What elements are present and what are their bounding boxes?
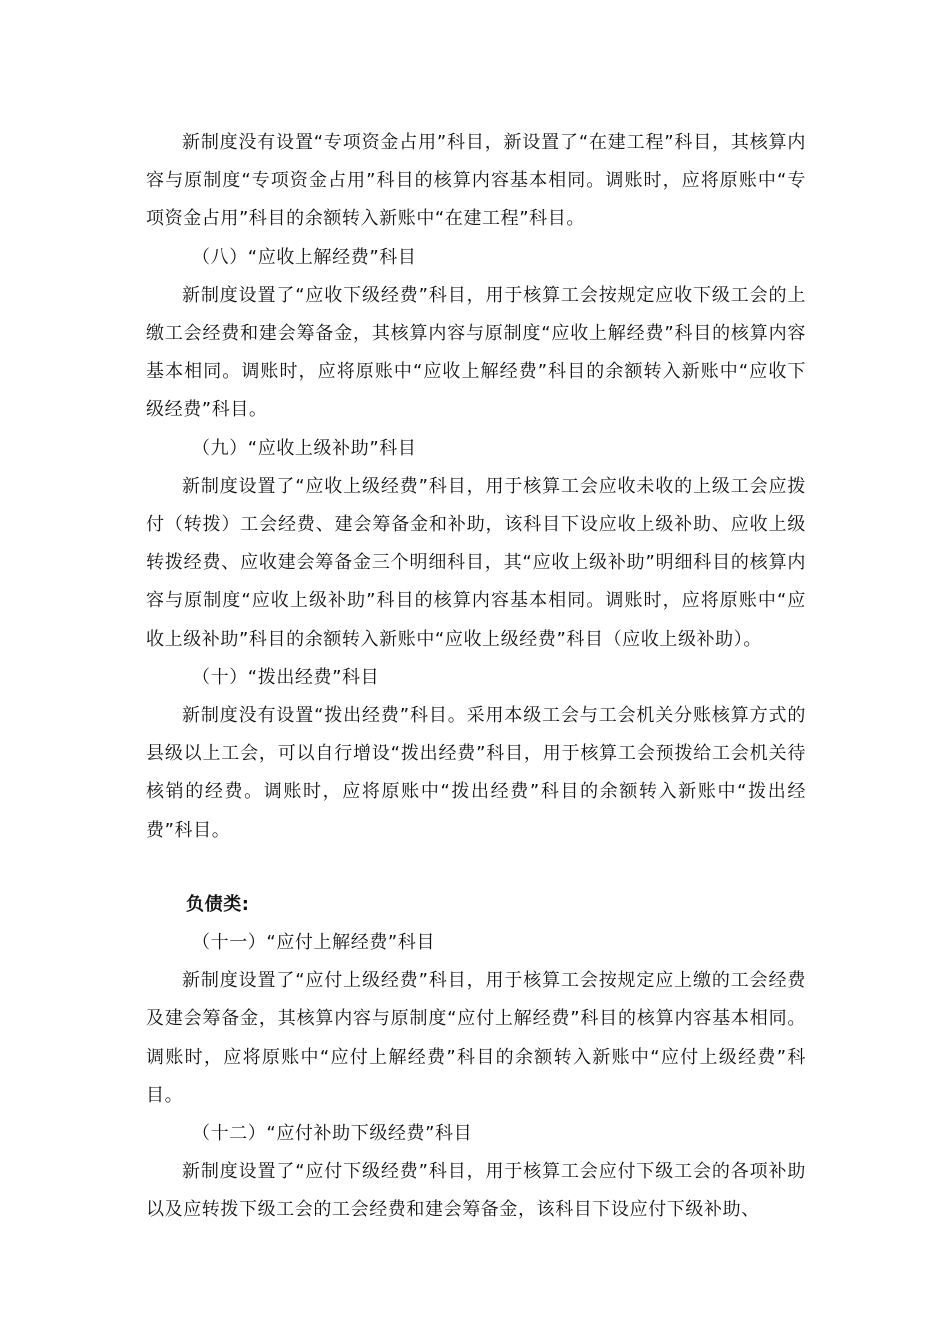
heading-item-8: （八）“应收上解经费”科目 bbox=[192, 246, 417, 268]
paragraph-item-9: 新制度设置了“应收上级经费”科目，用于核算工会应收未收的上级工会应拨付（转拨）工会经费、建会筹备金和补助，该科目下设应收上级补助、应收上级转拨经费、应收建会筹备金三个明细科目，其“应收上级补助”明细科目的核算内容与原制度“应收上级补助”科目的核算内容基本相同。调账时，应将原账中“应收上级补助”科目的余额转入新账中“应收上级经费”科目（应收上级补助）。 bbox=[146, 475, 806, 650]
heading-item-9: （九）“应收上级补助”科目 bbox=[192, 437, 417, 459]
document-body bbox=[146, 124, 806, 1230]
paragraph-item-8: 新制度设置了“应收下级经费”科目，用于核算工会按规定应收下级工会的上缴工会经费和建会筹备金，其核算内容与原制度“应收上解经费”科目的核算内容基本相同。调账时，应将原账中“应收上解经费”科目的余额转入新账中“应收下级经费”科目。 bbox=[146, 284, 806, 421]
heading-item-10: （十）“拨出经费”科目 bbox=[192, 666, 380, 688]
heading-item-11: （十一）“应付上解经费”科目 bbox=[192, 932, 436, 954]
paragraph-item-12: 新制度设置了“应付下级经费”科目，用于核算工会应付下级工会的各项补助以及应转拨下级工会的工会经费和建会筹备金，该科目下设应付下级补助、 bbox=[146, 1161, 806, 1221]
heading-item-12: （十二）“应付补助下级经费”科目 bbox=[192, 1123, 473, 1145]
paragraph-special-fund-usage: 新制度没有设置“专项资金占用”科目，新设置了“在建工程”科目，其核算内容与原制度“专项资金占用”科目的核算内容基本相同。调账时，应将原账中“专项资金占用”科目的余额转入新账中“在建工程”科目。 bbox=[146, 132, 806, 230]
paragraph-item-10: 新制度没有设置“拨出经费”科目。采用本级工会与工会机关分账核算方式的县级以上工会，可以自行增设“拨出经费”科目，用于核算工会预拨给工会机关待核销的经费。调账时，应将原账中“拨出经费”科目的余额转入新账中“拨出经费”科目。 bbox=[146, 705, 806, 841]
section-title-liabilities: 负债类: bbox=[186, 893, 250, 915]
paragraph-item-11: 新制度设置了“应付上级经费”科目，用于核算工会按规定应上缴的工会经费及建会筹备金，其核算内容与原制度“应付上解经费”科目的核算内容基本相同。调账时，应将原账中“应付上解经费”科目的余额转入新账中“应付上级经费”科目。 bbox=[146, 970, 806, 1106]
